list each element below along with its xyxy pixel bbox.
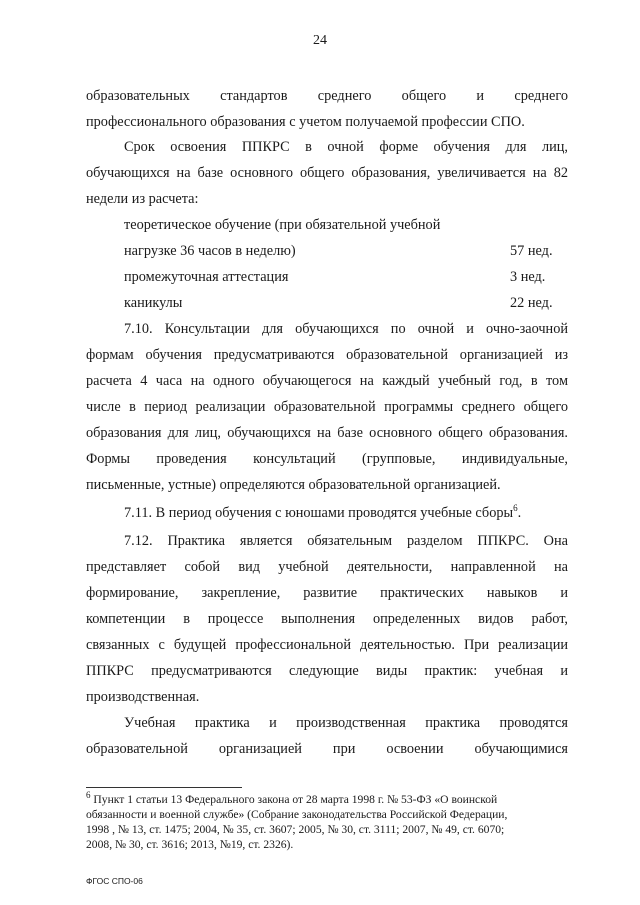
footnote-separator bbox=[86, 787, 242, 788]
text-line: недели из расчета: bbox=[86, 191, 199, 207]
footnote-text: Пункт 1 статьи 13 Федерального закона от 28 марта 1998 г. № 53-ФЗ «О воинской bbox=[93, 793, 498, 806]
text-line: компетенции в процессе выполнения определенных видов работ, bbox=[86, 611, 568, 627]
text-line: связанных с будущей профессиональной деятельностью. При реализации bbox=[86, 637, 568, 653]
text-line: обучающихся на базе основного общего образования, увеличивается на 82 bbox=[86, 165, 568, 181]
text-line: 7.12. Практика является обязательным разделом ППКРС. Она bbox=[124, 533, 568, 549]
text-line: представляет собой вид учебной деятельности, направленной на bbox=[86, 559, 568, 575]
schedule-value: 3 нед. bbox=[510, 269, 546, 285]
text-line-body: 7.11. В период обучения с юношами проводятся учебные сборы bbox=[124, 505, 514, 521]
text-line: числе в период реализации образовательной программы среднего общего bbox=[86, 399, 568, 415]
footnote-line: 2008, № 30, ст. 3616; 2013, №19, ст. 2326). bbox=[86, 838, 294, 851]
schedule-label: промежуточная аттестация bbox=[124, 269, 289, 285]
text-line: образования для лиц, обучающихся на базе основного общего образования. bbox=[86, 425, 568, 441]
footnote-marker: 6 bbox=[86, 790, 91, 801]
text-line: производственная. bbox=[86, 689, 200, 705]
text-line: образовательной организацией при освоении обучающимися bbox=[86, 741, 568, 757]
schedule-row bbox=[124, 216, 570, 234]
schedule-row bbox=[124, 242, 570, 260]
schedule-label: нагрузке 36 часов в неделю) bbox=[124, 243, 296, 259]
text-line: формирование, закрепление, развитие практических навыков и bbox=[86, 585, 568, 601]
schedule-row bbox=[124, 268, 570, 286]
text-line: расчета 4 часа на одного обучающегося на каждый учебный год, в том bbox=[86, 373, 568, 389]
footnote-line: обязанности и военной службе» (Собрание законодательства Российской Федерации, bbox=[86, 808, 508, 821]
page-number: 24 bbox=[313, 33, 327, 48]
text-line: образовательных стандартов среднего общего и среднего bbox=[86, 88, 568, 104]
schedule-label: каникулы bbox=[124, 295, 183, 311]
footnote-line bbox=[86, 790, 568, 807]
schedule-label: теоретическое обучение (при обязательной учебной bbox=[124, 217, 441, 233]
text-line: ППКРС предусматриваются следующие виды практик: учебная и bbox=[86, 663, 568, 679]
text-line: Формы проведения консультаций (групповые, индивидуальные, bbox=[86, 451, 568, 467]
schedule-value: 57 нед. bbox=[510, 243, 553, 259]
text-line: профессионального образования с учетом получаемой профессии СПО. bbox=[86, 114, 525, 130]
text-line: 7.10. Консультации для обучающихся по очной и очно-заочной bbox=[124, 321, 568, 337]
schedule-value: 22 нед. bbox=[510, 295, 553, 311]
document-code: ФГОС СПО-06 bbox=[86, 876, 143, 886]
footnote-ref: 6 bbox=[513, 503, 518, 514]
text-line: письменные, устные) определяются образовательной организацией. bbox=[86, 477, 501, 493]
footnote-line: 1998 , № 13, ст. 1475; 2004, № 35, ст. 3607; 2005, № 30, ст. 3111; 2007, № 49, ст. 6070; bbox=[86, 823, 505, 836]
text-line: формам обучения предусматриваются образовательной организацией из bbox=[86, 347, 568, 363]
text-line: Учебная практика и производственная практика проводятся bbox=[124, 715, 568, 731]
text-line: Срок освоения ППКРС в очной форме обучения для лиц, bbox=[124, 139, 568, 155]
schedule-row bbox=[124, 294, 570, 312]
text-line: 7.11. В период обучения с юношами проводятся учебные сборы$^6$. bbox=[124, 503, 522, 521]
